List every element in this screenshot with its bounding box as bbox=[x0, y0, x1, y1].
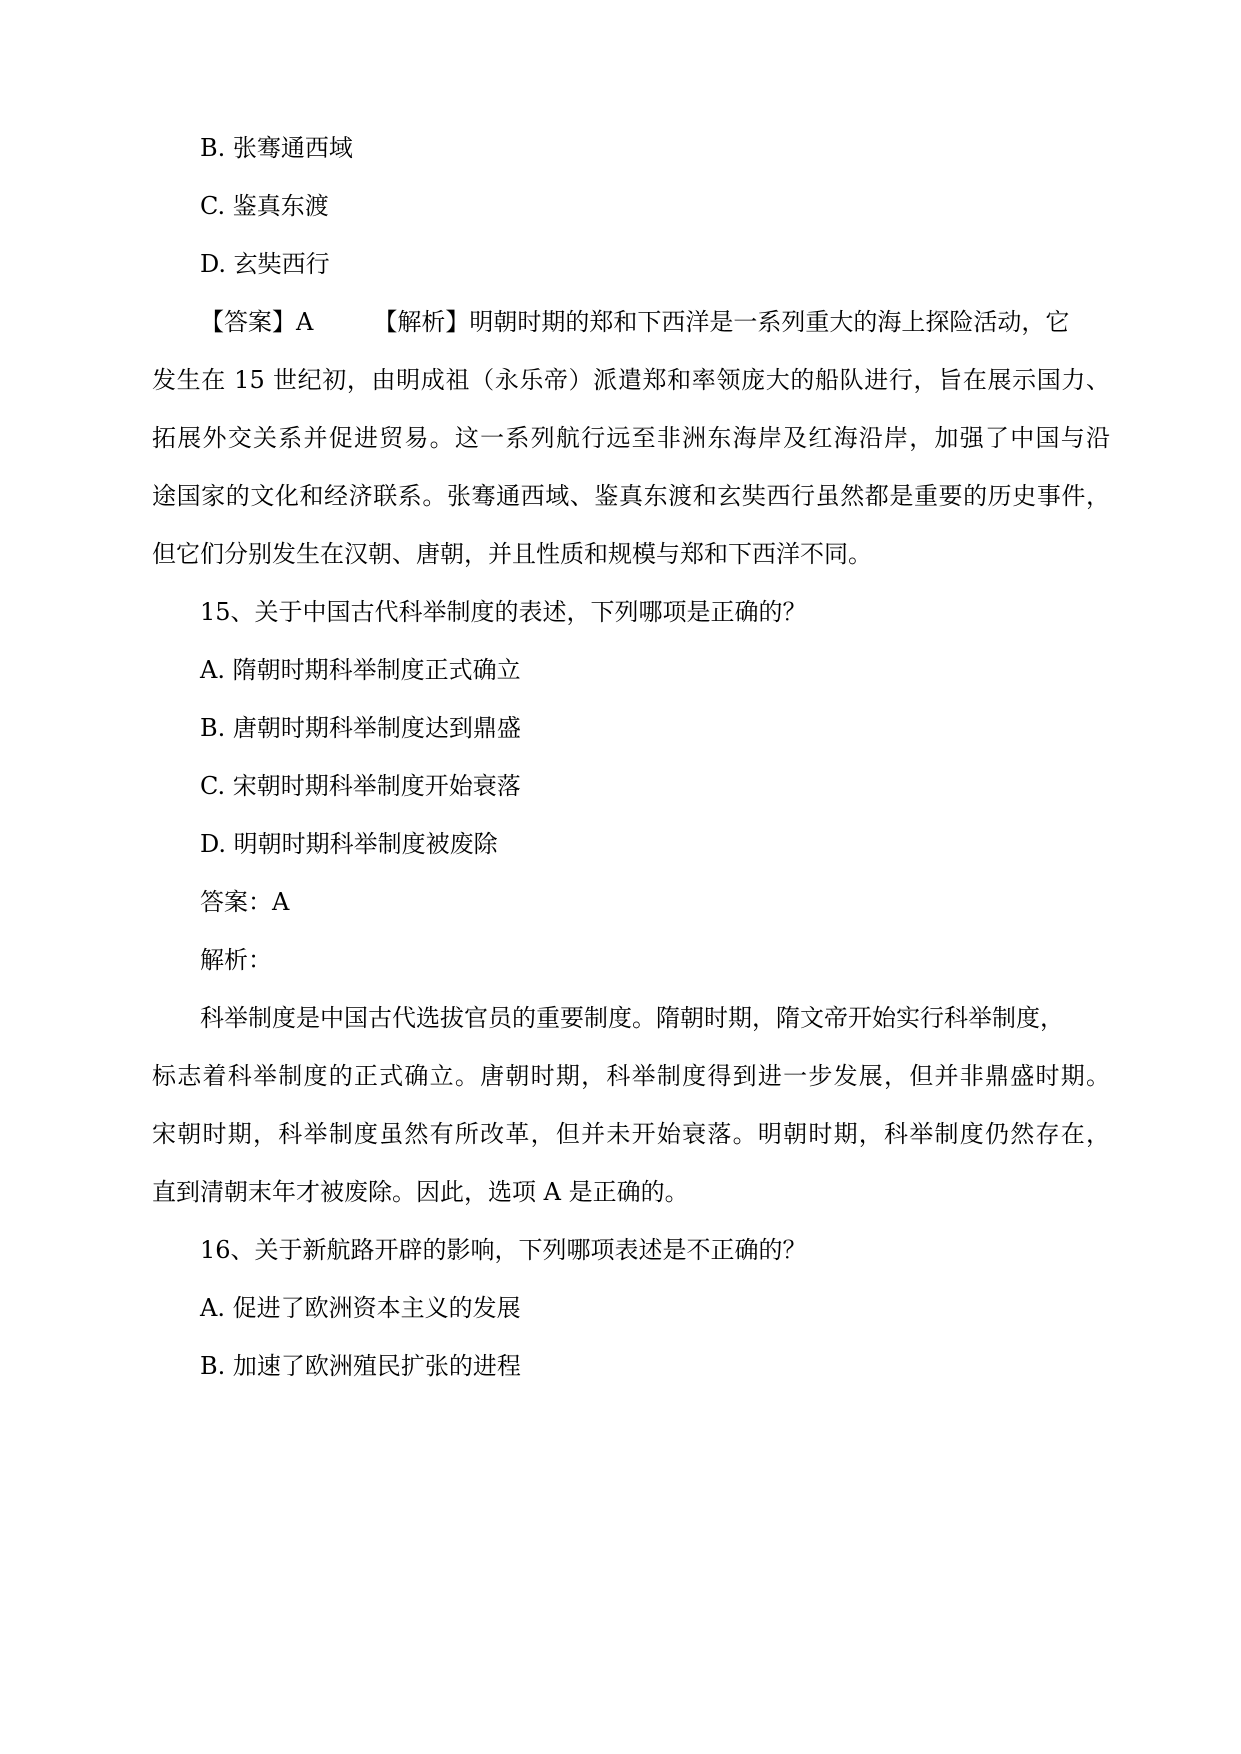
q14-option-c: C. 鉴真东渡 bbox=[200, 192, 329, 220]
q15-analysis-label: 解析： bbox=[200, 946, 272, 974]
q14-option-d: D. 玄奘西行 bbox=[200, 250, 330, 278]
q15-option-c: C. 宋朝时期科举制度开始衰落 bbox=[200, 772, 521, 800]
q15-analysis-line-3: 宋朝时期，科举制度虽然有所改革，但并未开始衰落。明朝时期，科举制度仍然存在， bbox=[152, 1120, 1110, 1148]
q14-analysis-line-5: 但它们分别发生在汉朝、唐朝，并且性质和规模与郑和下西洋不同。 bbox=[152, 540, 872, 568]
q16-option-b: B. 加速了欧洲殖民扩张的进程 bbox=[200, 1352, 521, 1380]
q15-option-d: D. 明朝时期科举制度被废除 bbox=[200, 830, 498, 858]
q15-analysis-line-2: 标志着科举制度的正式确立。唐朝时期，科举制度得到进一步发展，但并非鼎盛时期。 bbox=[152, 1062, 1110, 1090]
q14-option-b: B. 张骞通西域 bbox=[200, 134, 353, 162]
q14-analysis-line-2: 发生在 15 世纪初，由明成祖（永乐帝）派遣郑和率领庞大的船队进行，旨在展示国力、 bbox=[152, 366, 1110, 394]
q15-question: 15、关于中国古代科举制度的表述，下列哪项是正确的？ bbox=[200, 598, 807, 626]
q15-analysis-line-1: 科举制度是中国古代选拔官员的重要制度。隋朝时期，隋文帝开始实行科举制度， bbox=[200, 1004, 1064, 1032]
q14-analysis-line-4: 途国家的文化和经济联系。张骞通西域、鉴真东渡和玄奘西行虽然都是重要的历史事件， bbox=[152, 482, 1110, 510]
q15-option-b: B. 唐朝时期科举制度达到鼎盛 bbox=[200, 714, 521, 742]
q15-answer: 答案：A bbox=[200, 888, 290, 916]
q16-option-a: A. 促进了欧洲资本主义的发展 bbox=[200, 1294, 521, 1322]
q14-analysis-line-3: 拓展外交关系并促进贸易。这一系列航行远至非洲东海岸及红海沿岸，加强了中国与沿 bbox=[152, 424, 1110, 452]
q15-analysis-line-4: 直到清朝末年才被废除。因此，选项 A 是正确的。 bbox=[152, 1178, 689, 1206]
q14-answer: 【答案】A bbox=[200, 308, 314, 336]
q16-question: 16、关于新航路开辟的影响，下列哪项表述是不正确的？ bbox=[200, 1236, 807, 1264]
q14-analysis-line-1: 【解析】明朝时期的郑和下西洋是一系列重大的海上探险活动，它 bbox=[373, 308, 1070, 336]
q14-answer-analysis-first-line bbox=[200, 307, 1069, 337]
q15-option-a: A. 隋朝时期科举制度正式确立 bbox=[200, 656, 521, 684]
